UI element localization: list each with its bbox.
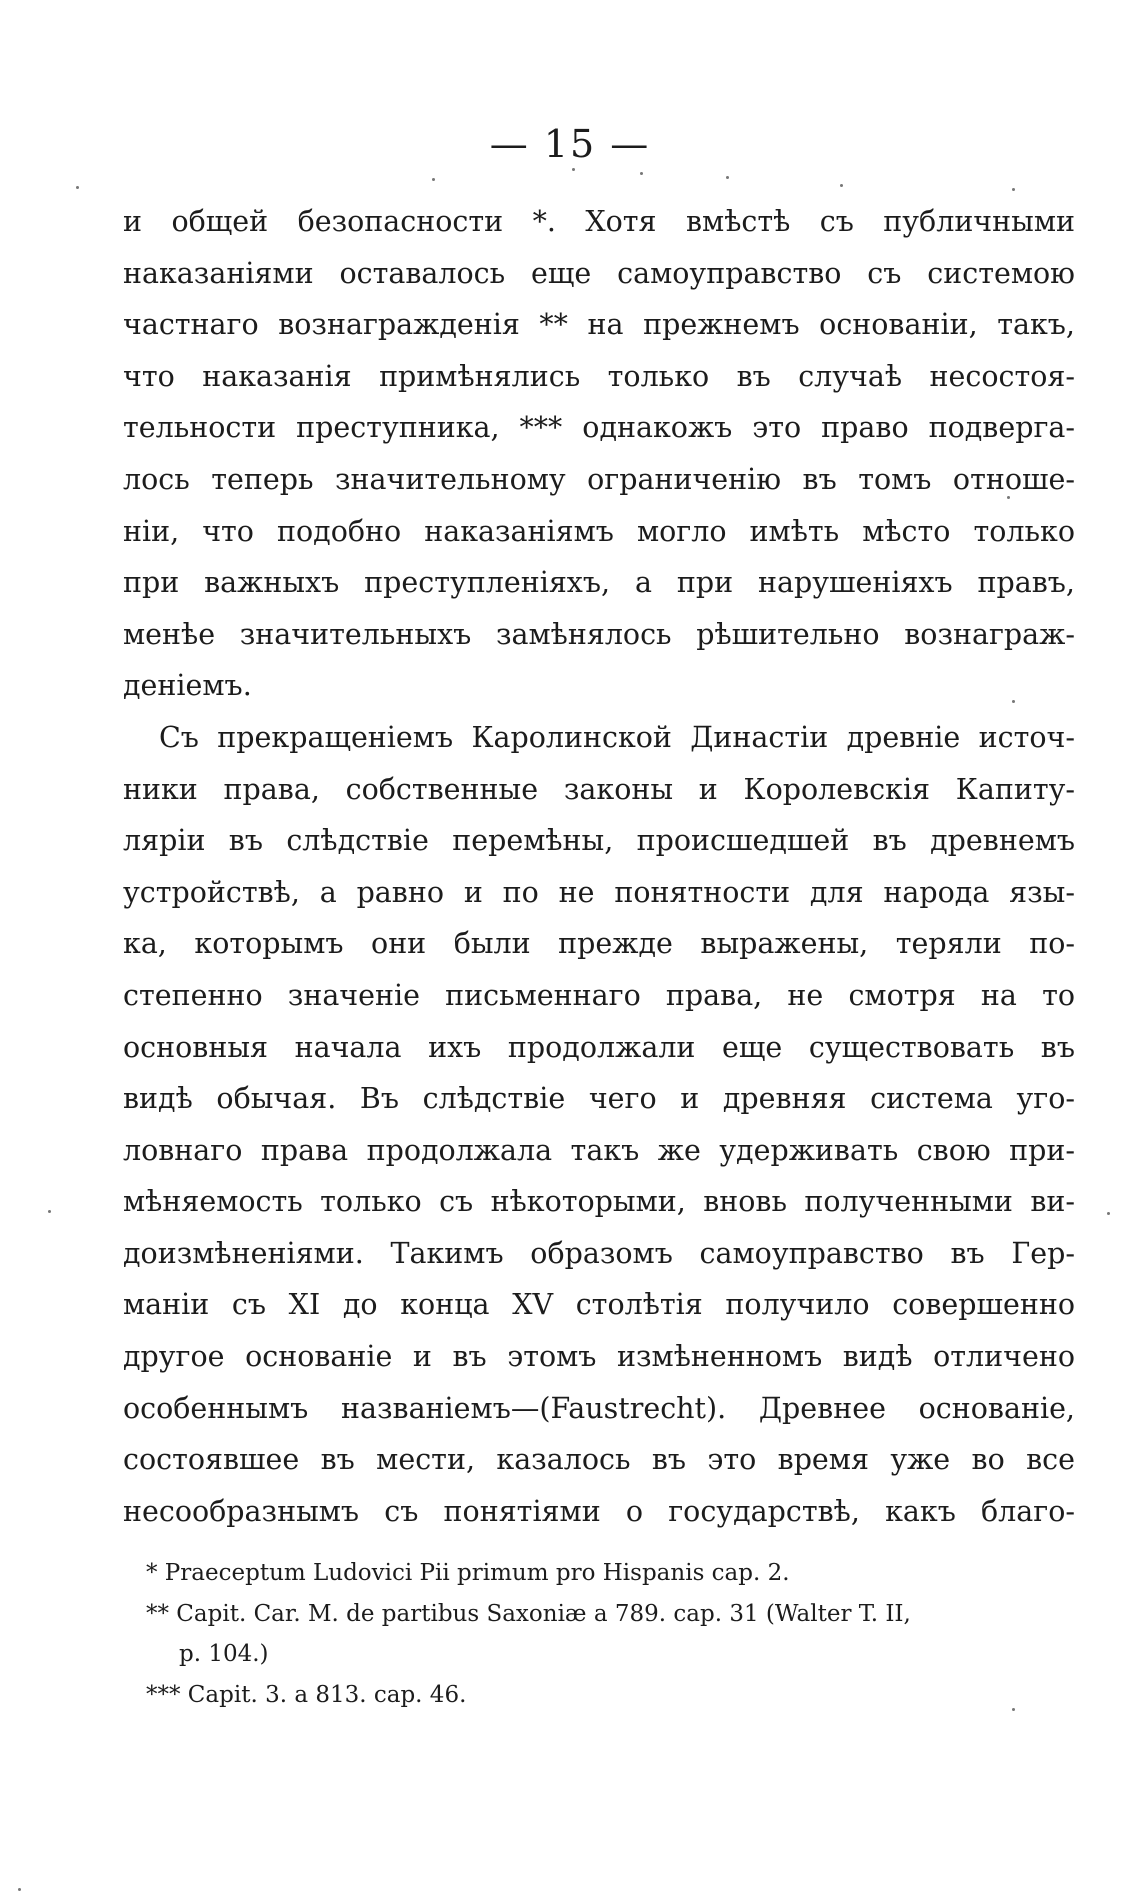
text-line: другое основаніе и въ этомъ измѣненномъ видѣ отличено [123,1340,1075,1374]
text-line: мѣняемость только съ нѣкоторыми, вновь полученными ви- [123,1185,1075,1219]
scan-speck [572,168,575,171]
text-line: несообразнымъ съ понятіями о государствѣ, какъ благо- [123,1494,1075,1528]
scan-speck [840,184,843,187]
scan-speck [1012,188,1015,191]
text-line: особеннымъ названіемъ—(Faustrecht). Древнее основаніе, [123,1391,1075,1425]
scan-speck [726,176,729,179]
text-line: и общей безопасности *. Хотя вмѣстѣ съ публичными [123,205,1075,238]
footnotes [146,1553,1076,1715]
scan-speck [48,1210,51,1213]
text-line: степенно значеніе письменнаго права, не смотря на то [123,978,1075,1012]
text-line: ка, которымъ они были прежде выражены, теряли по- [123,927,1075,961]
text-line: тельности преступника, *** однакожъ это право подверга- [123,411,1075,445]
paragraph-start-line: Съ прекращеніемъ Каролинской Династіи древніе источ- [159,720,1075,754]
scan-speck [432,178,435,181]
text-line: основныя начала ихъ продолжали еще существовать въ [123,1030,1075,1064]
text-line: деніемъ. [123,669,252,703]
text-line: ловнаго права продолжала такъ же удерживать свою при- [123,1133,1075,1167]
text-line: ніи, что подобно наказаніямъ могло имѣть мѣсто только [123,514,1075,548]
text-line: доизмѣненіями. Такимъ образомъ самоуправство въ Гер- [123,1236,1075,1270]
text-line: маніи съ XI до конца XV столѣтія получило совершенно [123,1288,1075,1322]
scan-speck [18,1888,21,1891]
footnote: ** Capit. Car. M. de partibus Saxoniæ a 789. cap. 31 (Walter T. II, [146,1600,911,1627]
scan-speck [1107,1212,1110,1215]
scan-speck [1012,700,1015,703]
page-number: — 15 — [489,122,651,166]
footnote-continuation: p. 104.) [179,1641,269,1667]
text-line: лось теперь значительному ограниченію въ томъ отноше- [123,462,1075,496]
text-line: ники права, собственные законы и Королевскія Капиту- [123,772,1075,806]
footnote: *** Capit. 3. a 813. cap. 46. [146,1681,467,1708]
text-line: менѣе значительныхъ замѣнялось рѣшительно вознаграж- [123,617,1075,651]
scan-speck [1007,496,1010,499]
scan-speck [640,172,643,175]
text-line: наказаніями оставалось еще самоуправство съ системою [123,256,1075,290]
scan-speck [76,186,79,189]
text-line: видѣ обычая. Въ слѣдствіе чего и древняя система уго- [123,1082,1075,1116]
text-line: частнаго вознагражденія ** на прежнемъ основаніи, такъ, [123,308,1075,342]
footnote: * Praeceptum Ludovici Pii primum pro Hispanis cap. 2. [146,1560,790,1586]
text-line: при важныхъ преступленіяхъ, а при нарушеніяхъ правъ, [123,566,1075,600]
text-line: устройствѣ, а равно и по не понятности для народа язы- [123,875,1075,909]
text-line: что наказанія примѣнялись только въ случаѣ несостоя- [123,359,1075,393]
scan-speck [1012,1708,1015,1711]
text-line: состоявшее въ мести, казалось въ это время уже во все [123,1443,1075,1477]
main-text [123,196,1075,1537]
text-line: ляріи въ слѣдствіе перемѣны, происшедшей въ древнемъ [123,824,1075,858]
